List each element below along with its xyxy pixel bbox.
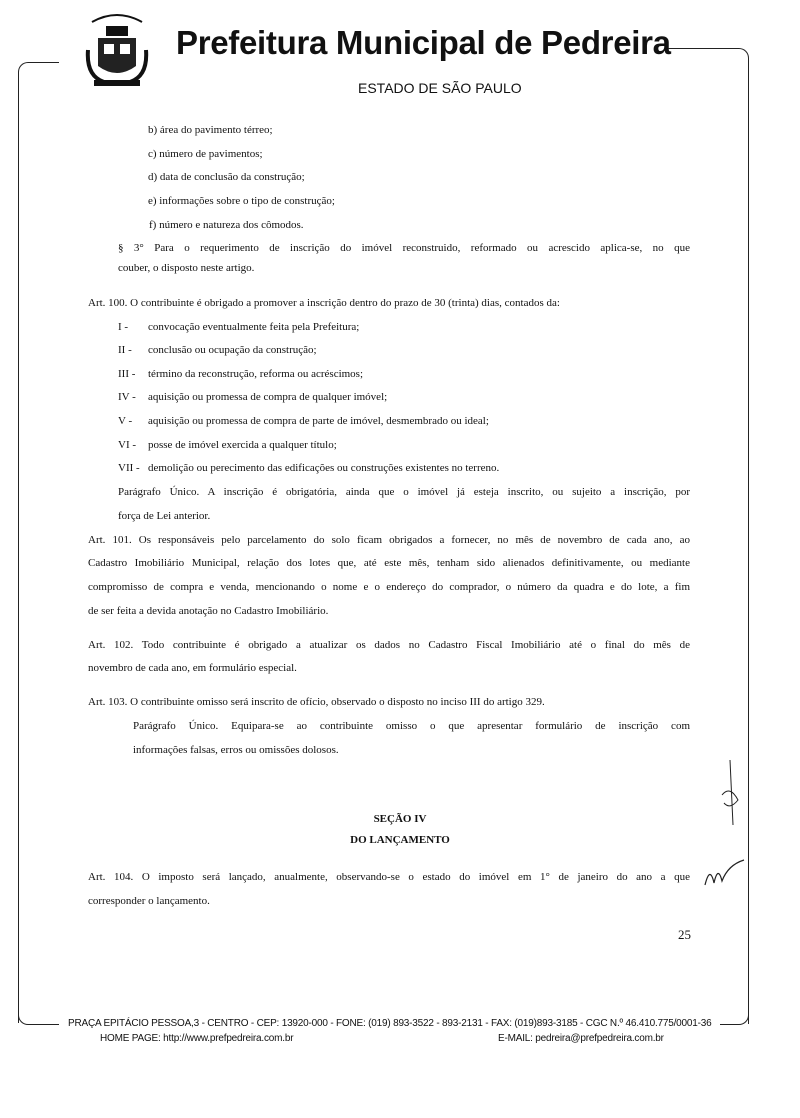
paragraph-line: Art. 102. Todo contribuinte é obrigado a atualizar os dados no Cadastro Fiscal Imobiliário até o final do mês de [88, 639, 690, 651]
paragraph-line: informações falsas, erros ou omissões dolosos. [133, 744, 339, 756]
list-item [118, 439, 337, 452]
list-item [118, 391, 387, 404]
paragraph-line: compromisso de compra e venda, mencionando o nome e o endereço do comprador, o número da quadra e do lote, a fim [88, 581, 690, 593]
list-item [118, 415, 489, 428]
article-100-intro: Art. 100. O contribuinte é obrigado a promover a inscrição dentro do prazo de 30 (trinta) dias, contados da: [88, 297, 560, 309]
list-item [118, 462, 499, 475]
paragraph-line: Parágrafo Único. A inscrição é obrigatória, ainda que o imóvel já esteja inscrito, ou sujeito a inscrição, por [118, 486, 690, 498]
list-item [118, 344, 317, 357]
article-103-intro: Art. 103. O contribuinte omisso será inscrito de ofício, observado o disposto no inciso III do artigo 329. [88, 696, 545, 708]
handwritten-initials [700, 755, 750, 895]
paragraph-line: couber, o disposto neste artigo. [118, 262, 255, 274]
footer-homepage: HOME PAGE: http://www.prefpedreira.com.br [100, 1033, 294, 1044]
page-title: Prefeitura Municipal de Pedreira [176, 24, 671, 61]
item-text: aquisição ou promessa de compra de parte de imóvel, desmembrado ou ideal; [148, 415, 489, 427]
list-item: d) data de conclusão da construção; [148, 171, 305, 183]
paragraph-line: Art. 101. Os responsáveis pelo parcelamento do solo ficam obrigados a fornecer, no mês de novembro de cada ano, ao [88, 534, 690, 546]
list-item: e) informações sobre o tipo de construção; [148, 195, 335, 207]
paragraph-line: força de Lei anterior. [118, 510, 211, 522]
paragraph-line: Art. 104. O imposto será lançado, anualmente, observando-se o estado do imóvel em 1° de janeiro do ano a que [88, 871, 690, 883]
item-number: VII - [118, 462, 140, 474]
item-number: IV - [118, 391, 136, 403]
page-subtitle: ESTADO DE SÃO PAULO [358, 80, 522, 96]
title-rule [668, 48, 708, 49]
item-number: I - [118, 321, 129, 333]
page-frame-left [18, 62, 59, 1023]
paragraph-line: de ser feita a devida anotação no Cadastro Imobiliário. [88, 605, 329, 617]
paragraph-line: § 3° Para o requerimento de inscrição do imóvel reconstruido, reformado ou acrescido aplica-se, no que [118, 242, 690, 254]
list-item [118, 368, 363, 381]
item-text: demolição ou perecimento das edificações ou construções existentes no terreno. [148, 462, 500, 474]
coat-of-arms-logo [84, 10, 150, 96]
item-number: VI - [118, 439, 137, 451]
item-number: III - [118, 368, 136, 380]
page-number: 25 [678, 927, 691, 942]
paragraph-line: Parágrafo Único. Equipara-se ao contribuinte omisso o que apresentar formulário de inscrição com [133, 720, 690, 732]
page-frame-left-bottom [18, 1010, 59, 1025]
page-frame-right-bottom [720, 1010, 749, 1025]
paragraph-line: Cadastro Imobiliário Municipal, relação dos lotes que, até este mês, tenham sido alienados definitivamente, ou mediante [88, 557, 690, 569]
paragraph-line: novembro de cada ano, em formulário especial. [88, 662, 297, 674]
list-item: b) área do pavimento térreo; [148, 124, 273, 136]
item-text: conclusão ou ocupação da construção; [148, 344, 317, 356]
item-text: posse de imóvel exercida a qualquer título; [148, 439, 337, 451]
footer-email: E-MAIL: pedreira@prefpedreira.com.br [498, 1033, 664, 1044]
item-number: II - [118, 344, 132, 356]
paragraph-line: corresponder o lançamento. [88, 895, 210, 907]
list-item [118, 321, 359, 334]
item-text: convocação eventualmente feita pela Prefeitura; [148, 321, 360, 333]
item-number: V - [118, 415, 133, 427]
list-item: f) número e natureza dos cômodos. [149, 219, 304, 231]
section-subtitle: DO LANÇAMENTO [350, 834, 450, 846]
section-title: SEÇÃO IV [373, 813, 427, 825]
item-text: término da reconstrução, reforma ou acréscimos; [148, 368, 364, 380]
footer-address: PRAÇA EPITÁCIO PESSOA,3 - CENTRO - CEP: 13920-000 - FONE: (019) 893-3522 - 893-2131 - FAX: (019)893-3185 - CGC N.º 46.410.775/0001-36 [68, 1018, 712, 1029]
item-text: aquisição ou promessa de compra de qualquer imóvel; [148, 391, 388, 403]
list-item: c) número de pavimentos; [148, 148, 263, 160]
